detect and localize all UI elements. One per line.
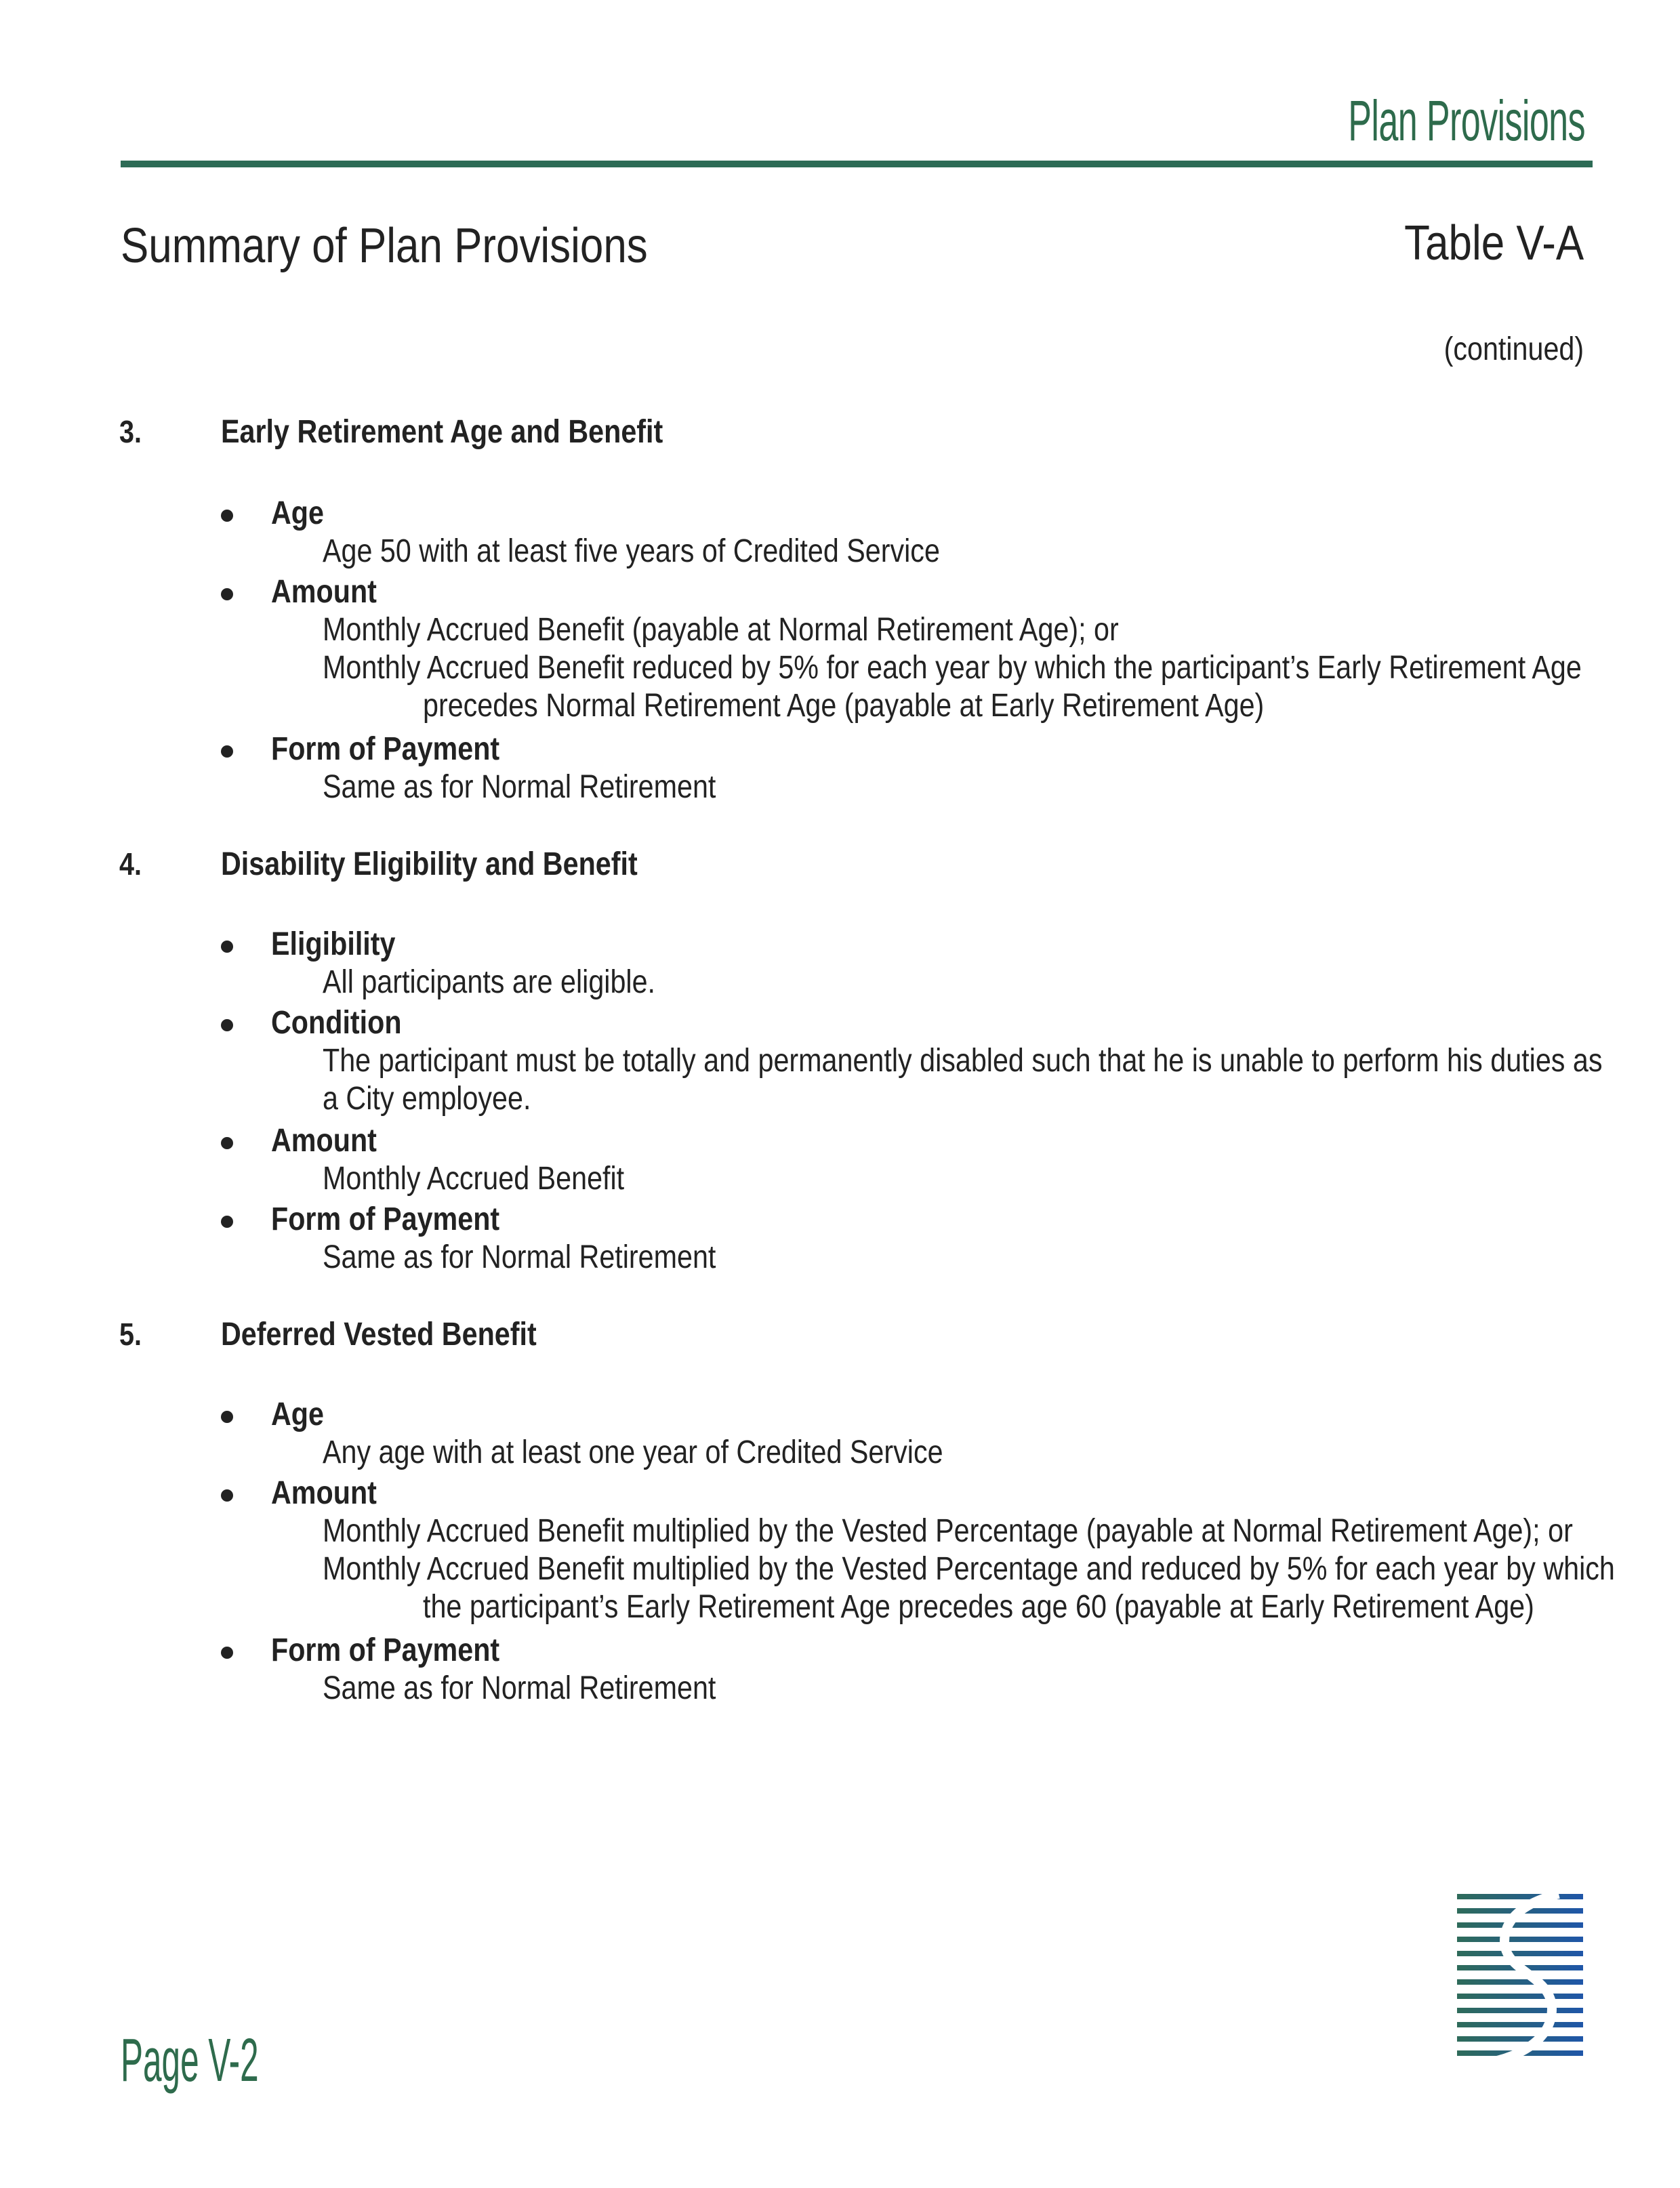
bullet-icon	[221, 588, 233, 600]
item-label: Amount	[271, 1123, 377, 1159]
striped-s-logo-icon	[1457, 1894, 1583, 2069]
item-text: Monthly Accrued Benefit (payable at Normal Retirement Age); or	[323, 612, 1119, 648]
item-text: Monthly Accrued Benefit reduced by 5% for each year by which the participant’s Early Retirement Age	[323, 650, 1582, 686]
bullet-icon	[221, 745, 233, 758]
item-label: Form of Payment	[271, 731, 500, 767]
item-text: Any age with at least one year of Credited Service	[323, 1434, 943, 1470]
item-text: Same as for Normal Retirement	[323, 1670, 716, 1706]
section-title: Disability Eligibility and Benefit	[221, 846, 638, 882]
bullet-icon	[221, 1647, 233, 1659]
item-label: Age	[271, 495, 324, 531]
section-number: 3.	[119, 414, 142, 449]
page-number: Page V-2	[121, 2027, 259, 2094]
bullet-icon	[221, 1019, 233, 1031]
section-number: 4.	[119, 846, 142, 882]
item-text: Age 50 with at least five years of Credited Service	[323, 533, 940, 569]
item-label: Eligibility	[271, 926, 396, 962]
header-section-label: Plan Provisions	[1348, 89, 1585, 152]
page-title: Summary of Plan Provisions	[121, 219, 648, 273]
bullet-icon	[221, 1216, 233, 1228]
item-label: Form of Payment	[271, 1201, 500, 1237]
table-id: Table V-A	[1404, 216, 1584, 270]
item-label: Amount	[271, 1475, 377, 1511]
item-text: All participants are eligible.	[323, 964, 656, 1000]
item-label: Form of Payment	[271, 1632, 500, 1668]
item-label: Condition	[271, 1005, 402, 1041]
section-title: Early Retirement Age and Benefit	[221, 414, 663, 450]
item-label: Amount	[271, 574, 377, 610]
item-text: Same as for Normal Retirement	[323, 769, 716, 805]
item-text: The participant must be totally and permanently disabled such that he is unable to perform his duties as	[323, 1043, 1603, 1079]
item-text: Monthly Accrued Benefit multiplied by the Vested Percentage and reduced by 5% for each year by which	[323, 1551, 1615, 1587]
item-text: Monthly Accrued Benefit	[323, 1161, 625, 1197]
bullet-icon	[221, 1411, 233, 1423]
item-text: precedes Normal Retirement Age (payable at Early Retirement Age)	[423, 688, 1265, 724]
item-label: Age	[271, 1397, 324, 1432]
section-number: 5.	[119, 1317, 142, 1352]
continued-note: (continued)	[1443, 331, 1584, 367]
section-title: Deferred Vested Benefit	[221, 1317, 537, 1353]
item-text: the participant’s Early Retirement Age precedes age 60 (payable at Early Retirement Age)	[423, 1589, 1534, 1625]
item-text: a City employee.	[323, 1081, 531, 1117]
bullet-icon	[221, 1489, 233, 1502]
bullet-icon	[221, 941, 233, 953]
header-rule	[121, 161, 1593, 167]
item-text: Monthly Accrued Benefit multiplied by the Vested Percentage (payable at Normal Retirement Age); or	[323, 1513, 1573, 1549]
bullet-icon	[221, 1137, 233, 1149]
item-text: Same as for Normal Retirement	[323, 1239, 716, 1275]
bullet-icon	[221, 510, 233, 522]
